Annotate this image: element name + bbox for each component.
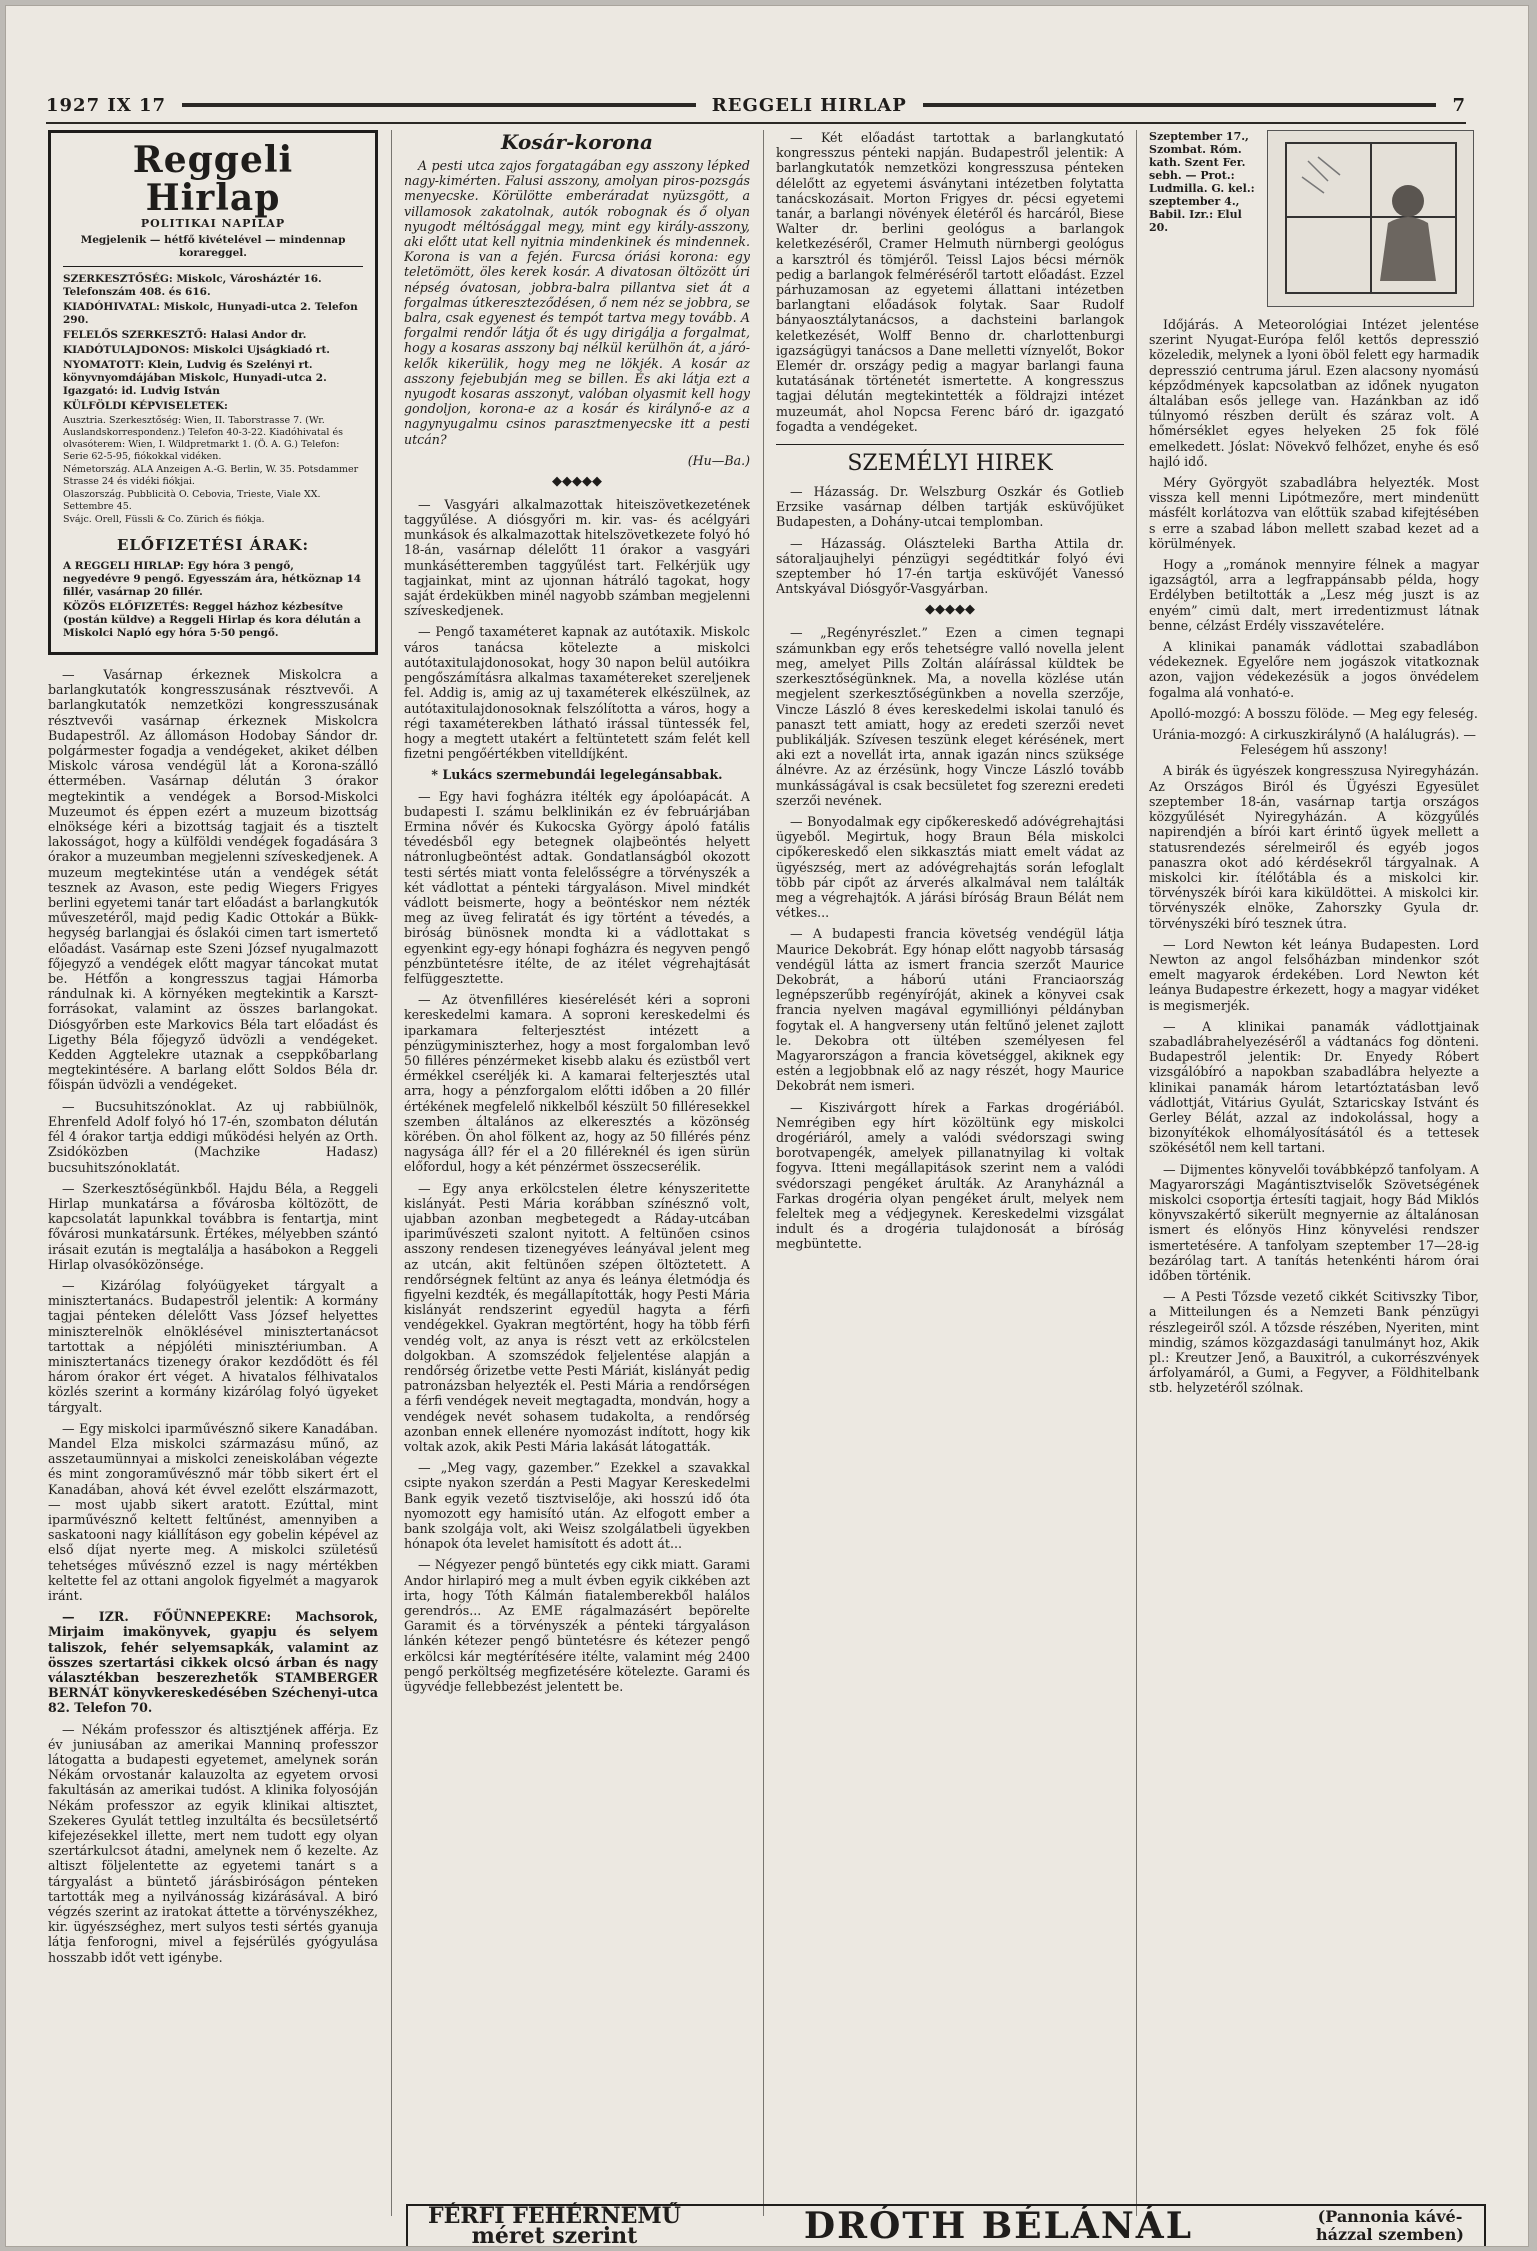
woman-at-window-illustration bbox=[1268, 131, 1473, 306]
ornament-divider: ◆◆◆◆◆ bbox=[552, 473, 602, 489]
column-2 bbox=[404, 130, 750, 2216]
advertisement-line: * Lukács szermebundái legelegánsabbak. bbox=[431, 767, 723, 783]
header-rule bbox=[182, 103, 696, 107]
masthead-line: NYOMATOTT: Klein, Ludvig és Szelényi rt. könyvnyomdájában Miskolc, Hunyadi-utca 2. Igazgató: id. Ludvig István bbox=[63, 359, 327, 397]
article: — „Regényrészlet.” Ezen a cimen tegnapi számunkban egy erős tehetségre valló novella jelent meg, amelyet Pills Zoltán aláírással küldtek be szerkesztőségünknek. Ma, a novella közlése után megjelent szerkesztőségünkben a novella szerzője, Vincze László 8 éves kereskedelmi iskolai tanuló és panaszt tett amiatt, hogy az eredeti szerzői nevet publikálják. Szívesen teszünk eleget kérésének, mert aki ezt a novellát irta, annak igazán nincs szüksége álnévre. Az az érzésünk, hogy Vincze László tovább munkásságával is csak becsületet fog szerezni eredeti szerzői nevének. bbox=[776, 625, 1124, 808]
masthead-line: KIADÓHIVATAL: Miskolc, Hunyadi-utca 2. Telefon 290. bbox=[63, 301, 358, 326]
calendar-text: Szeptember 17., Szombat. Róm. kath. Szent Fer. sebh. — Prot.: Ludmilla. G. kel.: szeptember 4., Babil. Izr.: Elul 20. bbox=[1149, 130, 1255, 234]
newspaper-page bbox=[6, 6, 1528, 2246]
price-item: KÖZÖS ELŐFIZETÉS: Reggel házhoz kézbesítve (postán küldve) a Reggeli Hirlap és kora délután a Miskolci Napló egy hóra 5·50 pengő. bbox=[63, 601, 361, 639]
article: — Egy havi fogházra itélték egy ápolóapácát. A budapesti I. számu belklinikán ez év februárjában Ermina nővér és Kukocska György ápoló fatális tévedésből egy betegnek olajbeöntés helyett nátronlugbeöntést adtak. Gondatlanságból okozott testi sértés miatt vonta felelősségre a törvényszék a két vádlottat a pénteki tárgyaláson. Mivel mindkét vádlott beismerte, hogy a beöntéskor nem nézték meg az üveg feliratát és igy történt a tévedés, a biróság bünösnek mondta ki a vádlottakat s egyenkint egy-egy hónapi fogházra és negyven pengő pénzbüntetésre itélte, de az itélet végrehajtását felfüggesztette. bbox=[404, 788, 750, 986]
divider bbox=[63, 266, 363, 267]
window-illustration bbox=[1267, 130, 1474, 307]
header-title: REGGELI HIRLAP bbox=[711, 94, 907, 116]
column-divider bbox=[391, 130, 392, 2216]
article: — Szerkesztőségünkből. Hajdu Béla, a Reggeli Hirlap munkatársa a fővárosba költözött, de kapcsolatát lapunkkal továbbra is fentartja, mint fővárosi munkatársunk. Értékes, mélyebben szántó irásait ezután is megtalálja a hasábokon a Reggeli Hirlap olvasóközönsége. bbox=[48, 1180, 378, 1272]
article: A klinikai panamák vádlottai szabadlábon védekeznek. Egyelőre nem jogászok vitatkoznak azon, vajjon védekezésük a jogos önvédelem fogalma alá vonható-e. bbox=[1149, 639, 1479, 700]
article: — Egy anya erkölcstelen életre kényszeritette kislányát. Pesti Mária korábban színésznő volt, ujabban azonban megbetegedt a Ráday-utcában ipariművészeti szalont nyitott. A feltünően csinos asszony rendesen tizenegyéves leányával jelent meg az utcán, akit feltünően szépen öltöztetett. A rendőrségnek feltünt az anya és leánya életmódja és figyelni kezdték, és megállapították, hogy Pesti Mária kislányát rendszerint egyedül hagyta a férfi vendégekkel. Gyakran megtörtént, hogy ha több férfi vendég volt, az anya is részt vett az erkölcstelen dolgokban. A szomszédok feljelentése alapján a rendőrség őrizetbe vette Pesti Máriát, kislányát pedig patronázsban helyezték el. Pesti Mária a rendőrségen a férfi vendégek neveit megtagadta, mondván, hogy a vendégek nevét sohasem tudakolta, a rendőrség azonban ennek ellenére nyomozást indított, hogy kik voltak azok, akik Pesti Mária lakását látogatták. bbox=[404, 1180, 750, 1455]
weather-report: Időjárás. A Meteorológiai Intézet jelentése szerint Nyugat-Európa felől kettős depresszió közeledik, melynek a lyoni öböl felett egy harmadik depresszió centruma járul. Ezen alacsony nyomású képződmények kapcsolatban az időnek nyugaton általában esős jellege van. Hazánkban az idő túlnyomó részben derült és száraz volt. A hőmérséklet egyes helyeken 25 fok fölé emelkedett. Jóslat: Növekvő felhőzet, enyhe és eső hajló idő. bbox=[1149, 317, 1479, 469]
column-1 bbox=[48, 130, 378, 2216]
article: — Egy miskolci iparművésznő sikere Kanadában. Mandel Elza miskolci származásu műnő, az asszetaumünnyai a miskolci zeneiskolában végezte és mint zongoraművésznő már több sikert ért el Kanadában, ahová két évvel ezelőtt elszármazott, — most ujabb sikert aratott. Ezúttal, mint iparművésznő keltett feltűnést, amennyiben a saskatooni nagy kiállításon egy gobelin képével az első díjat nyerte meg. A miskolci születésű tehetséges művésznő ezzel is nagy mértékben keltette fel az ottani angolok figyelmét a magyarok iránt. bbox=[48, 1420, 378, 1603]
ad-brand: DRÓTH BÉLÁNÁL bbox=[803, 2205, 1193, 2246]
article: Hogy a „románok mennyire félnek a magyar igazságtól, arra a legfrappánsabb példa, hogy Erdélyben betiltották a „Lesz még juszt is az enyém” cimü dalt, mert irredentizmust látnak benne, célzást Erdély visszavételére. bbox=[1149, 557, 1479, 633]
article: — Házasság. Olászteleki Bartha Attila dr. sátoraljaujhelyi pénzügyi segédtitkár folyó évi szeptember hó 17-én tartja esküvőjét Vanessó Antskyával Diósgyőr-Vasgyárban. bbox=[776, 535, 1124, 597]
ad-left-text bbox=[428, 2203, 681, 2246]
foreign-item: Németország. ALA Anzeigen A.-G. Berlin, W. 35. Potsdammer Strasse 24 és vidéki fiókjai. bbox=[63, 464, 359, 487]
article: — Nékám professzor és altisztjének afférja. Ez év juniusában az amerikai Manninq professzor látogatta a budapesti egyetemet, amelynek során Nékám orvostanár kalauzolta az egyetem orvosi fakultásán az amerikai tudóst. A klinika folyosóján Nékám professzor az egyik klinikai altisztet, Szekeres Gyulát tettleg inzultálta és becsületsértő kifejezésekkel illette, mert nem tudott egy olyan szertárkulcsot átadni, amelynek nem ő kezelte. Az altiszt följelentette az egyetemi tanárt s a tárgyalást a büntető járásbiróságon pénteken tartották meg a nyilvánosság kizárásával. A biró végzés szerint az iratokat áttette a törvényszékhez, kir. ügyészséghez, mert sulyos testi sértés gyanuja látja fenforogni, mivel a fejsérülés gyógyulása hosszabb időt vett igénybe. bbox=[48, 1721, 378, 1965]
foreign-item: Svájc. Orell, Füssli & Co. Zürich és fiókja. bbox=[63, 514, 265, 525]
masthead-box bbox=[48, 130, 378, 655]
masthead-line: SZERKESZTŐSÉG: Miskolc, Városháztér 16. Telefonszám 408. és 616. bbox=[63, 273, 322, 298]
article: Méry Györgyöt szabadlábra helyezték. Most vissza kell menni Lipótmezőre, mert mindenütt másfélt korlátozva van előttük szabad kifejtésében s erre a szabad lábon mellett szabad kezet ad a körülmények. bbox=[1149, 475, 1479, 551]
calendar-block bbox=[1149, 130, 1479, 307]
ad-left-line: FÉRFI FEHÉRNEMŰ bbox=[428, 2203, 681, 2229]
foreign-item: Ausztria. Szerkesztőség: Wien, II. Taborstrasse 7. (Wr. Auslandskorrespondenz.) Telefon 40-3-22. Kiadóhivatal és olvasóterem: Wien, I. Wildpretmarkt 1. (Ö. A. G.) Telefon: Serie 62-5-95, fiókokkal vidéken. bbox=[63, 415, 343, 462]
article: — Pengő taxaméteret kapnak az autótaxik. Miskolc város tanácsa kötelezte a miskolci autótaxitulajdonosokat, hogy 30 napon belül autóikra pengőszámításra alkalmas taxamétereket szereljenek fel. Addig is, amig az uj taxaméterek elkészülnek, az autótaxitulajdonosoknak felszólította a város, hogy a régi taxaméterekben látható irással tüntessék fel, hogy a megtett utakért a feltüntetett szám felét kell fizetni pengőértékben vitelldíjként. bbox=[404, 624, 750, 762]
article: A birák és ügyészek kongresszusa Nyiregyházán. Az Országos Biról és Ügyészi Egyesület szeptember 18-án, vasárnap tartja országos közgyűlését Nyiregyházán. A közgyűlés napirendjén a bírói kart érintő ügyek mellett a statusrendezés sérelmeiről és egyéb jogos panaszra okot adó kérdésekről tárgyalnak. A miskolci kir. ítélőtábla és a miskolci kir. törvényszék bírói kara kiküldöttei. A miskolci kir. törvényszék elnöke, Zahorszky Gyula dr. törvényszéki bíró tesznek útra. bbox=[1149, 763, 1479, 931]
article: — Lord Newton két leánya Budapesten. Lord Newton az angol felsőházban mindenkor szót emelt magyarok érdekében. Lord Newton két leánya Budapestre érkezett, hogy a magyar vidéket is megismerjék. bbox=[1149, 936, 1479, 1013]
article: — Négyezer pengő büntetés egy cikk miatt. Garami Andor hirlapiró meg a mult évben egyik cikkében azt irta, hogy Tóth Kálmán fiatalemberekből halálos gerendrós... Az EME rágalmazásért bepörelte Garamit és a törvényszék a pénteki tárgyaláson lánkén kétezer pengő büntetésre és kétezer pengő erkölcsi kár megtérítésére itélte, valamint még 2400 pengő perköltség megfizetésére kötelezte. Garami és ügyvédje fellebbezést jelentett be. bbox=[404, 1557, 750, 1695]
price-item: A REGGELI HIRLAP: Egy hóra 3 pengő, negyedévre 9 pengő. Egyesszám ára, hétköznap 14 fillér, vasárnap 20 fillér. bbox=[63, 560, 362, 598]
header-page-number: 7 bbox=[1452, 94, 1467, 116]
advertisement-paragraph: — IZR. FŐÜNNEPEKRE: Machsorok, Mirjaim imakönyvek, gyapju és selyem taliszok, fehér selyemsapkák, valamint az összes szertartási cikkek olcsó árban és nagy választékban beszerezhetők STAMBERGER BERNÁT könyvkereskedésében Széchenyi-utca 82. Telefon 70. bbox=[48, 1609, 378, 1716]
foreign-title: KÜLFÖLDI KÉPVISELETEK: bbox=[63, 400, 228, 412]
article: — A Pesti Tőzsde vezető cikkét Scitivszky Tibor, a Mitteilungen és a Nemzeti Bank pénzügyi részlegeiről szól. A tőzsde részében, Nyeriten, mint mindig, számos közgazdasági tanulmányt hoz, Akik pl.: Kreutzer Jenő, a Bauxitról, a cukorrészvények árfolyamáról, a Gumi, a Fegyver, a Földhitelbank stb. helyzetéről szólnak. bbox=[1149, 1289, 1479, 1396]
masthead-line: FELELŐS SZERKESZTŐ: Halasi Andor dr. bbox=[63, 329, 307, 341]
column-3 bbox=[776, 130, 1124, 2216]
masthead-tagline: Megjelenik — hétfő kivételével — mindennap korareggel. bbox=[80, 234, 346, 259]
column-4 bbox=[1149, 130, 1479, 2216]
article: — Vasárnap érkeznek Miskolcra a barlangkutatók kongresszusának résztvevői. A barlangkutatók nemzetközi kongresszusának résztvevői vasárnap érkeznek Miskolcra Budapestről. Az állomáson Hodobay Sándor dr. polgármester fogadja a vendégeket, akiket délben Miskolc városa vendégül lát a Korona-szálló éttermében. Vasárnap délután 3 órakor megtekintik a vendégek a Borsod-Miskolci Muzeumot és éppen ezért a muzeum bizottság elnöksége kéri a bizottság tagjait és a tisztelt lakosságot, hogy a külföldi vendégek fogadására 3 órakor a muzeumban megjelenni szíveskedjenek. A muzeum megtekintése után a vendégek sétát tesznek az Avason, este pedig Wiegers Frigyes berlini egyetemi tanár tart előadást a barlangkutók műveszetéről, majd pedig Kadic Ottokár a Bükk-hegység barlangjai és őslakói cimen tart ismertető előadást. Vasárnap este Szeni József nyugalmazott főjegyző a vendégek előtt magyar táncokat mutat be. Hétfőn a kongresszus tagjai Hámorba rándulnak ki. A környéken megtekintik a Karszt-forrásokat, valamint az összes barlangokat. Diósgyőrben este Markovics Béla tart előadást és Ligethy Béla főjegyző üdvözli a vendégeket. Kedden Aggtelekre utaznak a cseppkőbarlang megtekintésére. A barlang előtt Soldos Béla dr. főispán üdvözli a vendégeket. bbox=[48, 667, 378, 1093]
article: — Házasság. Dr. Welszburg Oszkár és Gotlieb Erzsike vasárnap délben tartják esküvőjüket Budapesten, a Dohány-utcai templomban. bbox=[776, 484, 1124, 530]
ad-right-line: (Pannonia kávé- bbox=[1317, 2207, 1463, 2226]
feuilleton-signature: (Hu—Ba.) bbox=[687, 452, 750, 468]
article: — „Meg vagy, gazember.” Ezekkel a szavakkal csipte nyakon szerdán a Pesti Magyar Kereskedelmi Bank egyik vezető tisztviselője, aki hosszú idő óta nyomozott egy hamisító után. Az elfogott ember a bank szolgája volt, aki Weisz szolgálatbeli ügyekben hónapok óta levelet hamisított és adott át... bbox=[404, 1460, 750, 1552]
article: — Bonyodalmak egy cipőkereskedő adóvégrehajtási ügyeből. Megirtuk, hogy Braun Béla miskolci cipőkereskedő elen sikkasztás miatt emelt vádat az ügyészség, mert az adóvégrehajtás során lefoglalt több pár cipőt az árverés alkalmával nem találták meg a végrehajtók. A járási bíróság Braun Bélát nem vétkes... bbox=[776, 813, 1124, 921]
article: — Dijmentes könyvelői továbbképző tanfolyam. A Magyarországi Magántisztviselők Szövetségének miskolci csoportja értesíti tagjait, hogy Bád Miklós könyvszakértő sikerült megnyernie az általánosan ismert és előnyös Hinz könyvelési rendszer ismertetésére. A tanfolyam szeptember 17—28-ig bezárólag tart. A tanítás hetenkénti három órai időben történik. bbox=[1149, 1161, 1479, 1283]
feuilleton-title: Kosár-korona bbox=[501, 130, 653, 154]
header-date: 1927 IX 17 bbox=[46, 94, 167, 116]
foreign-item: Olaszország. Pubblicità O. Cebovia, Trieste, Viale XX. Settembre 45. bbox=[63, 489, 321, 512]
article: — Vasgyári alkalmazottak hiteiszövetkezetének taggyűlése. A diósgyőri m. kir. vas- és acélgyári munkások és alkalmazottak hitelszövetkezete folyó hó 18-án, vasárnap délelőtt 11 órakor a vasgyári munkásétteremben taggyűlést tart. Felkérjük ugy tagjainkat, mint az ujonnan hátráló tagokat, hogy saját érdekükben minél nagyobb számban megjelenni szíveskedjenek. bbox=[404, 496, 750, 619]
ad-right-line: házzal szemben) bbox=[1316, 2225, 1464, 2244]
cinema-listing: Apolló-mozgó: A bosszu fölöde. — Meg egy feleség. bbox=[1150, 705, 1478, 721]
page-header bbox=[46, 94, 1466, 116]
header-rule bbox=[923, 103, 1437, 107]
article: — Két előadást tartottak a barlangkutató kongresszus pénteki napján. Budapestről jelentik: A barlangkutatók nemzetközi kongresszusa pénteken délelőtt az egyetemi ásványtani intézetben folytatta tanácskozásait. Morton Frigyes dr. pécsi egyetemi tanár, a barlangi növények életéről és harcáról, Biese Walter dr. berlini geológus a barlangok keletkezéséről, Cramer Helmuth nürnbergi geológus a karsztról és tömjéről. Teissl Lajos bécsi mérnök pedig a barlangok felméréséről tartott előadást. Ezzel párhuzamosan az egyetemi állattani intézetben barlangtani előadások folytak. Saar Rudolf bányaosztálytanácsos, a dachsteini barlangok keletkezését, Wolff Benno dr. charlottenburgi igazságügyi tanácsos a Dane melletti víznyelőt, Bokor Elemér dr. országy pedig a magyar barlangi fauna kutatásának történetét ismertette. A kongresszus tagjai délután megtekintették a földrajzi intézet muzeumát, ahol Nopcsa Ferenc báró dr. igazgató fogadta a vendégeket. bbox=[776, 130, 1124, 434]
article: — Kizárólag folyóügyeket tárgyalt a minisztertanács. Budapestről jelentik: A kormány tagjai pénteken délelőtt Vass József helyettes miniszterelnök elnöklésével minisztertanácsot tartottak a népjóléti minisztériumban. A minisztertanács tizenegy órakor kezdődött és fél három órakor ért véget. A hivatalos félhivatalos közlés szerint a kormány kizárólag folyó ügyeket tárgyalt. bbox=[48, 1277, 378, 1415]
section-title-personal-news: SZEMÉLYI HIREK bbox=[776, 444, 1124, 476]
article: — Kiszivárgott hírek a Farkas drogériából. Nemrégiben egy hírt közöltünk egy miskolci drogériáról, amely a valódi svédorszagi swing borotvapengék, amelyek pillanatnyilag ki voltak fogyva. Itteni megállapitások szerint nem a valódi svédorszagi pengéket árulták. Az Aranyháznál a Farkas drogéria olyan pengéket árult, melyek nem feleltek meg a védjegynek. Kereskedelmi vizsgálat indult és a drogéria tulajdonosát a bíróság megbüntette. bbox=[776, 1099, 1124, 1252]
column-divider bbox=[1136, 130, 1137, 2216]
ad-right-text bbox=[1316, 2208, 1464, 2244]
article: — Bucsuhitszónoklat. Az uj rabbiülnök, Ehrenfeld Adolf folyó hó 17-én, szombaton délután fél 4 órakor tartja eddigi működési helyén az Orth. Zsidóközben (Machzike Hadasz) bucsuhitszónoklatát. bbox=[48, 1098, 378, 1175]
column-divider bbox=[763, 130, 764, 2216]
feuilleton-text: A pesti utca zajos forgatagában egy asszony lépked nagy-kimérten. Falusi asszony, amolyan piros-pozsgás menyecske. Körülötte emberáradat nyüzsgött, a villamosok zakatolnak, autók robognak és ő olyan nyugodt méltósággal megy, mint egy király-asszony, aki előtt utat kell nyitnia mindenkinek és mindennek. Korona is van a fején. Furcsa óriási korona: egy teletömött, öles kerek kosár. A divatosan öltözött úri népség óvatosan, jobbra-balra pillantva siet át a forgalmas útkereszteződésen, ő nem néz se jobbra, se balra, csak egyenest és tempót tartva megy tovább. A forgalmi rendőr látja őt és ugy dirigálja a forgalmat, hogy a kosaras asszony baj nélkül kerülhön át, a járó-kelők kikerülik, hogy meg ne lökjék. A kosár az asszony fejebubján meg se billen. És aki látja ezt a nyugodt kosaras asszonyt, valóban olyasmit kell hogy gondoljon, korona-e az a kosár és királynő-e az a nagynyugalmu csinos parasztmenyecske itt a pesti utcán? bbox=[404, 158, 750, 447]
price-title: ELŐFIZETÉSI ÁRAK: bbox=[116, 536, 310, 554]
ad-left-line: méret szerint bbox=[471, 2223, 638, 2246]
article: — A budapesti francia követség vendégül látja Maurice Dekobrát. Egy hónap előtt nagyobb társaság vendégül látta az ismert francia szerzőt Maurice Dekobrát, a háború utáni Franciaország legnépszerűbb regényíróját, akinek a könyvei csak francia nyelven magával egymilliónyi példányban fogytak el. A hangverseny után feltűnő jelenet zajlott le. Dekobra ott ültében személyesen fel Magyarországon a francia követséggel, akiknek egy estén a legjobbnak elő az nagy részét, hogy Maurice Dekobrát nem ismeri. bbox=[776, 926, 1124, 1094]
masthead-subtitle: POLITIKAI NAPILAP bbox=[140, 217, 286, 230]
ornament-divider: ◆◆◆◆◆ bbox=[925, 602, 975, 618]
header-divider bbox=[46, 122, 1466, 124]
masthead-line: KIADÓTULAJDONOS: Miskolci Ujságkiadó rt. bbox=[63, 344, 330, 356]
article: — A klinikai panamák vádlottjainak szabadlábrahelyezéséről a vádtanács fog dönteni. Budapestről jelentik: Dr. Enyedy Róbert vizsgálóbíró a napokban szabadlábra helyezte a klinikai panamák három letartóztatásban levő vádlottját, Vitárius Gyulát, Sztaricskay Istvánt és Gerley Bélát, azzal az indokolással, hogy a bizonyítékok elhomályosításától és a tettesek szökésétől nem kell tartani. bbox=[1149, 1018, 1479, 1156]
bottom-advertisement bbox=[406, 2204, 1486, 2246]
cinema-listing: Uránia-mozgó: A cirkuszkirálynő (A halálugrás). — Feleségem hű asszony! bbox=[1151, 727, 1477, 758]
article: — Az ötvenfilléres kiesérelését kéri a soproni kereskedelmi kamara. A soproni kereskedelmi és iparkamara felterjesztést intézett a pénzügyminiszterhez, hogy a most forgalomban levő 50 filléres pénzérmeket kisebb alaku és ezüstből vert érmékkel cseréljék ki. A kamarai felterjesztés utal arra, hogy a pénzforgalom előtti időben a 20 fillér értékének megfelelő nikkelből készült 50 filléresekkel szemben általános az elkeresztés a közönség körében. Ön ahol fölkent az, hogy az 50 fillérés pénz nagysága áll? fér el a 20 filléreknél és igen sürün előfordul, hogy a két pénzérmet összecserélik. bbox=[404, 992, 750, 1175]
masthead-title: Reggeli Hirlap bbox=[132, 139, 294, 219]
